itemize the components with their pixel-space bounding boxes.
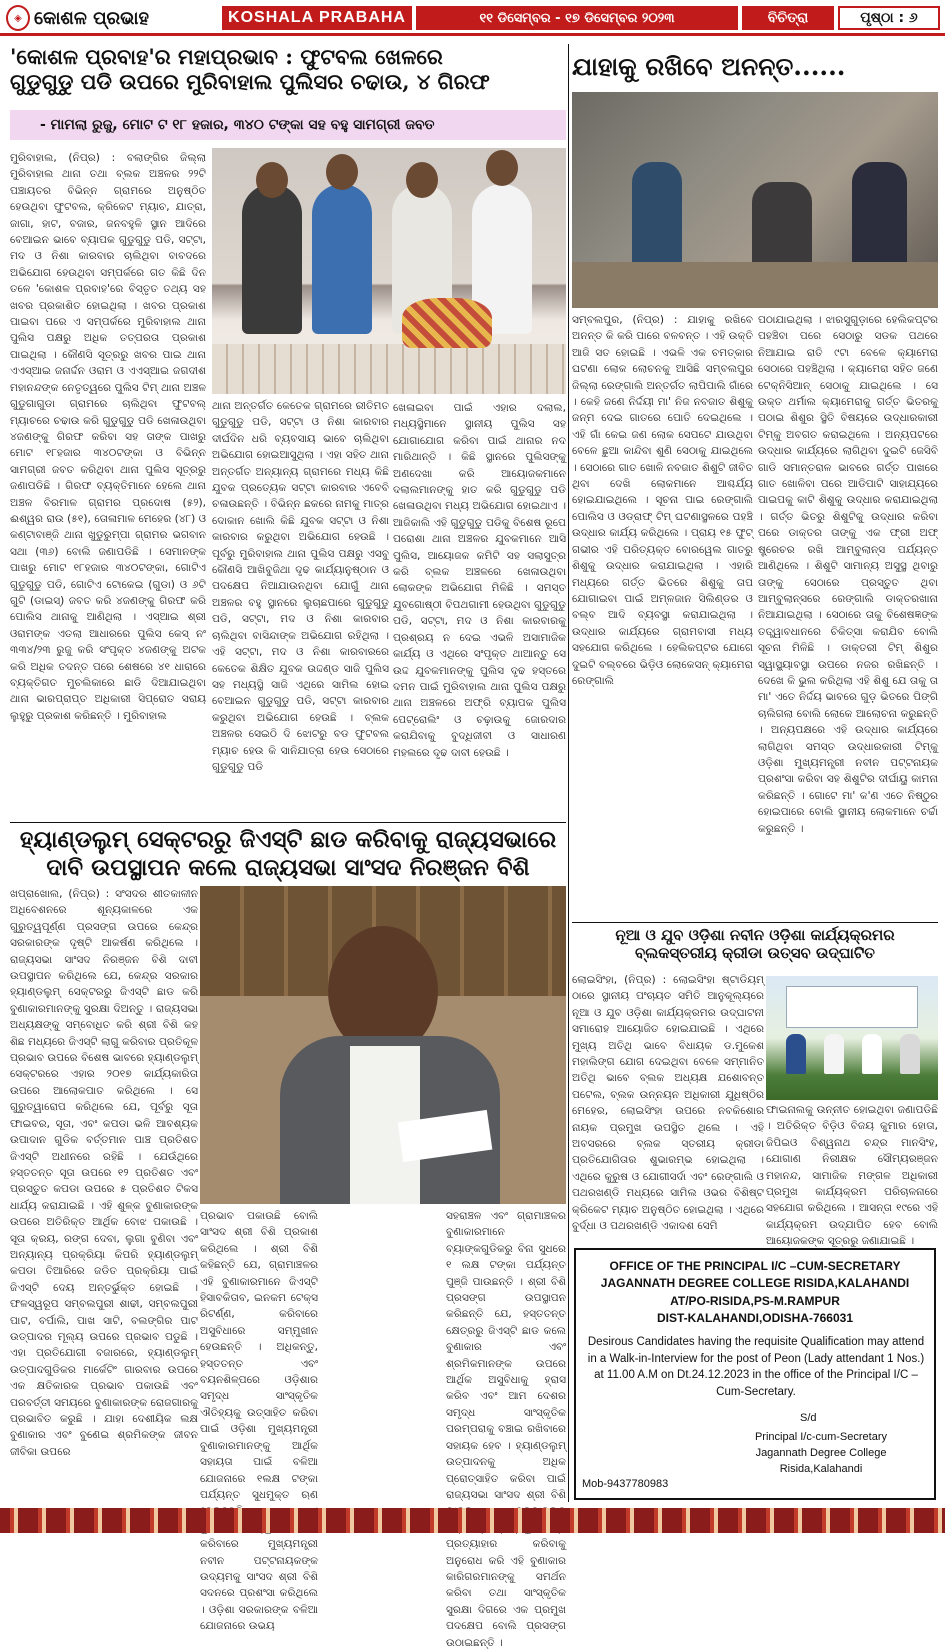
ad-sign-line3: Risida,Kalahandi	[779, 1462, 863, 1475]
person-head	[256, 162, 288, 198]
ad-title-line4: DIST-KALAHANDI,ODISHA-766031	[656, 1311, 854, 1326]
story4-column2: ଫାଇନାଲକୁ ଉନ୍ନୀତ ହୋଇଥିବା ଜଣାପଡିଛି । ଅତିରିକ୍ତ ବିଡ଼ିଓ ବିଜୟ କୁମାର ହୋତା, ଜିପିଇଓ ବିଶ୍ୱନାଥ ଚନ୍ଦ୍ର ମାନସିଂହ, ଯୋଗାଣ ନିରୀକ୍ଷକ ସୌମ୍ୟରଞ୍ଜନ ମହାନନ୍ଦ, ସାମାଜିକ ମଙ୍ଗଳ ଅଧିକାରୀ ପ୍ରମୁଖ କାର୍ଯ୍ୟକ୍ରମ ପରିଚାଳନାରେ ସହଯୋଗ କରିଥିଲେ । ଆସନ୍ତା ୧୯ରେ ଏହି କାର୍ଯ୍ୟକ୍ରମ ଉଦ୍‌ଯାପିତ ହେବ ବୋଲି ଆୟୋଜକଙ୍କ ସୂତ୍ରରୁ ଜଣାଯାଇଛି ।	[766, 1104, 938, 1248]
page-number: ପୃଷ୍ଠା : ୬	[838, 6, 940, 30]
job-advertisement	[574, 1248, 936, 1500]
story3-headline-line1: ହ୍ୟାଣ୍ଡଲୁମ୍ ସେକ୍ଟରରୁ ଜିଏସ୍‌ଟି ଛାଡ କରିବାକୁ ରାଜ୍ୟସଭାରେ	[19, 826, 557, 853]
ad-title-line2: JAGANNATH DEGREE COLLEGE RISIDA,KALAHANDI	[600, 1276, 910, 1291]
story1-headline	[10, 44, 566, 94]
story3-column3: ସହରାଞ୍ଚଳ ଏବଂ ଗ୍ରାମାଞ୍ଚଳର ବୁଣାକାରମାନେ ବ୍ୟାଙ୍କଗୁଡିକରୁ ବିନା ସୁଧରେ ୧ ଲକ୍ଷ ଟଙ୍କା ପର୍ଯ୍ୟନ୍ତ ପୁଞ୍ଜି ପାଉଛନ୍ତି । ଶ୍ରୀ ବିଶି ପ୍ରସଙ୍ଗ ଉପସ୍ଥାପନ କରିଛନ୍ତି ଯେ, ହସ୍ତତନ୍ତ କ୍ଷେତ୍ରରୁ ଜିଏସ୍‌ଟି ଛାଡ କଲେ ବୁଣାକାର ଏବଂ ଶ୍ରମିକମାନଙ୍କ ଉପରେ ଆର୍ଥିକ ଅସୁବିଧାକୁ ହ୍ରାସ କରିବ ଏବଂ ଆମ ଦେଶର ସମୃଦ୍ଧ ସାଂସ୍କୃତିକ ପରମ୍ପରାକୁ ବଞ୍ଚାଇ ରଖିବାରେ ସହାୟକ ହେବ । ହ୍ୟାଣ୍ଡଲୁମ୍ ଉତ୍ପାଦନକୁ ଅଧିକ ପ୍ରୋତ୍ସାହିତ କରିବା ପାଇଁ ରାଜ୍ୟସଭା ସାଂସଦ ଶ୍ରୀ ବିଶି ପ୍ରତ୍ୟାହାର କରିବାକୁ ଅନୁରୋଧ କରି ଏହି ବୁଣାକାର କାରିଗରମାନଙ୍କୁ ସମର୍ଥନ କରିବା ତଥା ସାଂସ୍କୃତିକ ସୁରକ୍ଷା ଦିଗରେ ଏକ ପ୍ରମୁଖ ପଦକ୍ଷେପ ବୋଲି ପ୍ରସଙ୍ଗ ଉଠାଇଛନ୍ତି ।	[446, 1210, 566, 1649]
guest-figure	[862, 1034, 882, 1074]
story3-column2: ପ୍ରଭାବ ପକାଉଛି ବୋଲି ସାଂସଦ ଶ୍ରୀ ବିଶି ପ୍ରକାଶ କରିଥିଲେ । ଶ୍ରୀ ବିଶି କହିଛନ୍ତି ଯେ, ଗ୍ରାମାଞ୍ଚଳର ଏହି ବୁଣାକାରମାନେ ଜିଏସ୍‌ଟି ହିସାବକିତାବ, ଇନକମ ଟେକ୍ସ ରିଟର୍ଣ୍ଣ, କରିବାରେ ଅସୁବିଧାରେ ସମ୍ମୁଖୀନ ହେଉଛନ୍ତି । ଅଧିକନ୍ତୁ, ହସ୍ତତନ୍ତ ଏବଂ ବୟନଶିଳ୍ପରେ ଓଡ଼ିଶାର ସମୃଦ୍ଧ ସାଂସ୍କୃତିକ ଐତିହ୍ୟକୁ ଉତ୍ସାହିତ କରିବା ପାଇଁ ଓଡ଼ିଶା ମୁଖ୍ୟମନ୍ତ୍ରୀ ବୁଣାକାରମାନଙ୍କୁ ଆର୍ଥିକ ସହାୟତା ପାଇଁ ବଳିଆ ଯୋଜନାରେ ୧ଲକ୍ଷ ଟଙ୍କା ପର୍ଯ୍ୟନ୍ତ ସୁଧମୁକ୍ତ ଋଣ କରିବାରେ ମୁଖ୍ୟମନ୍ତ୍ରୀ ନବୀନ ପଟ୍ଟନାୟକଙ୍କ ଉଦ୍ୟମକୁ ସାଂସଦ ଶ୍ରୀ ବିଶି ସଦନରେ ପ୍ରଶଂସା କରିଥିଲେ । ଓଡ଼ିଶା ସରକାରଙ୍କ ବଳିଆ ଯୋଜନାରେ ଉଭୟ	[200, 1210, 318, 1633]
story1-subhead: - ମାମଲା ରୁଜୁ, ମୋଟ ଟ ୧୮ ହଜାର, ୩୪୦ ଟଙ୍କା ସହ ବହୁ ସାମଗ୍ରୀ ଜବତ	[10, 110, 566, 140]
story3-headline	[10, 826, 566, 881]
story1-column1: ମୁରିବାହାଲ, (ନିପ୍ର) : ବଲାଙ୍ଗିର ଜିଲ୍ଲା ମୁରିବାହାଲ ଥାନା ତଥା ବ୍ଲକ ଅଞ୍ଚଳର ୨୨ଟି ପଞ୍ଚାୟତର ବିଭିନ୍ନ ଗ୍ରାମରେ ଅନୁଷ୍ଠିତ ହେଉଥିବା ଫୁଟବଲ, କ୍ରିକେଟ ମ୍ୟାଚ, ଯାତ୍ରା, ଜାଗା, ହାଟ, ବଜାର, ଜନବହୁଳି ସ୍ଥାନ ଆଦିରେ ବେଆଇନ ଭାବେ ବ୍ୟାପକ ଗୁଡୁଗୁଡୁ ପଡି, ସଟ୍ଟା, ମଦ ଓ ନିଶା କାରବାର ଚାଲିଥିବା ବାବଦରେ ଅଭିଯୋଗ ହେଉଥିବା ସମ୍ପର୍କରେ ଗତ କିଛି ଦିନ ତଳେ 'କୋଶଳ ପ୍ରବାହ'ରେ ବିସ୍ତୃତ ତଥ୍ୟ ସହ ଖବର ପ୍ରକାଶିତ ହୋଇଥିଲା । ଖବର ପ୍ରକାଶ ପାଇବା ପରେ ଏ ସମ୍ପର୍କରେ ମୁରିବାହାଲ ଥାନା ପୁଲିସ ପକ୍ଷରୁ ଅଧିକ ତତ୍ପରତା ପ୍ରକାଶ ପାଇଥିଲା । କୌଣସି ସୂତ୍ରରୁ ଖବର ପାଇ ଥାନା ଏଏସ୍ଆଇ ଜନାର୍ଦ୍ଦନ ଓରାମ ଓ ଏଏସ୍ଆଇ ଜଗଦୀଶ ମହାନନ୍ଦଙ୍କ ନେତୃତ୍ୱରେ ପୁଲିସ ଟିମ୍ ଥାନା ଅଞ୍ଚଳ ଗୁଡୁଗାଗୁଡା ଗ୍ରାମରେ ଚାଲିଥିବା ଫୁଟବଲ୍ ମ୍ୟାଚରେ ଚଢାଉ କରି ଗୁଡୁଗୁଡୁ ପଡି ଖେଳାଉଥିବା ୪ଜଣଙ୍କୁ ଗିରଫ କରିବା ସହ ତାଙ୍କ ପାଖରୁ ମୋଟ ୧୮ହଜାର ୩୪୦ଟଙ୍କା ଓ ବିଭିନ୍ନ ସାମଗ୍ରୀ ଜବତ କରିଥିବା ଥାନା ପୁଲିସ ସୂତ୍ରରୁ ଜଣାପଡିଛି । ଗିରଫ ବ୍ୟକ୍ତିମାନେ ହେଲେ ଥାନା ଅଞ୍ଚଳ ବିରମାଳ ଗ୍ରାମର ପ୍ରଦୋଷ (୫୨), ଈଶ୍ୱର ରାଉ (୫୧), ତୋଳାମାଳ ମେହେର (୪୮) ଓ କଣ୍ଟାବାଞ୍ଜି ଥାନା ଖୁଡୁରୁମ୍ପା ଗ୍ରାମର ଭଗବାନ ସଥା (୩୬) ବୋଲି ଜଣାପଡିଛି । ସେମାନଙ୍କ ପାଖରୁ ମୋଟ ୧୮ହଜାର ୩୪୦ଟଙ୍କା, ଗୋଟିଏ ଗୁଡୁଗୁଡୁ ପଡି, ଗୋଟିଏ ଟୋକେଇ (ଗୁଡା) ଓ ୬ଟି ଗୁଟି (ଡାଇସ୍) ଜବତ କରି ୪ଜଣଙ୍କୁ ଗିରଫ କରି ପୋଲିସ ଥାନାକୁ ଆଣିଥିଲା । ଏସ୍ଆଇ ଶ୍ରୀ ଓରାମଙ୍କ ଏତଲା ଆଧାରରେ ପୁଲିସ କେସ୍ ନଂ ୩୩୪/୨୩ ରୁଜୁ କରି ସଂପୃକ୍ତ ୪ଜଣଙ୍କୁ ଅଟକ କରି ଅଧିକ ତଦନ୍ତ ପରେ ଶେଷରେ ୪୧ ଧାରାରେ ବ୍ୟକ୍ତିଗତ ମୁଚଲିକାରେ ଛାଡି ଦିଆଯାଇଥିବା ଥାନା ଭାରପ୍ରାପ୍ତ ଅଧିକାରୀ ସିପ୍ରୋତ ସରାୟ ଲୁହୁରୁ ପ୍ରକାଶ କରିଛନ୍ତି । ମୁରିବାହାଲ	[10, 152, 206, 722]
story4-photo	[766, 976, 938, 1100]
emblem-icon: ◈	[6, 5, 30, 31]
ad-mobile: Mob-9437780983	[582, 1478, 669, 1490]
story3-column1: ଖପ୍ରାଖୋଲ, (ନିପ୍ର) : ସଂସଦର ଶୀତକାଳୀନ ଅଧିବେଶନରେ ଶୂନ୍ୟକାଳରେ ଏକ ଗୁରୁତ୍ୱପୂର୍ଣ୍ଣ ପ୍ରସଙ୍ଗ ଉପରେ କେନ୍ଦ୍ର ସରକାରଙ୍କ ଦୃଷ୍ଟି ଆକର୍ଷଣ କରିଥିଲେ । ରାଜ୍ୟସଭା ସାଂସଦ ନିରଞ୍ଜନ ବିଶି ଦାବୀ ଉପସ୍ଥାପନ କରିଥିଲେ ଯେ, କେନ୍ଦ୍ର ସରକାର ହ୍ୟାଣ୍ଡଲୁମ୍ ସେକ୍ଟରରୁ ଜିଏସ୍‌ଟି ଛାଡ କରି ବୁଣାକାରମାନଙ୍କୁ ସୁରକ୍ଷା ଦିଅନ୍ତୁ । ରାଜ୍ୟସଭା ଅଧ୍ୟକ୍ଷଙ୍କୁ ସମ୍ବୋଧିତ କରି ଶ୍ରୀ ବିଶି କହ ଶିଛ ମଧ୍ୟରେ ଜିଏସ୍‌ଟି ଲାଗୁ କରିବାର ପ୍ରତିକୂଳ ପ୍ରଭାବ ଉପରେ ବିଶେଷ ଭାବରେ ହ୍ୟାଣ୍ଡଲୁମ୍ ସେକ୍ଟରରେ ଏହାର ୨୦୧୭ କାର୍ଯ୍ୟକାରିତା ଉପରେ ଆଲୋକପାତ କରିଥିଲେ । ସେ ଗୁରୁତ୍ୱାରୋପ କରିଥିଲେ ଯେ, ପୂର୍ବରୁ ସୂତା ଫାଇବର, ସୂତା, ଏବଂ କପଡା ଭଳି ଆବଶ୍ୟକ ଉପାଦାନ ଗୁଡିକ ବର୍ତ୍ତମାନ ପାଞ୍ଚ ପ୍ରତିଶତ ଜିଏସ୍‌ଟି ଅଧୀନରେ ରହିଛି । ଯେଉଁଥିରେ ହସ୍ତତନ୍ତ ସୂତା ଉପରେ ୧୨ ପ୍ରତିଶତ ଏବଂ ପ୍ରସ୍ତୁତ କପଡା ଉପରେ ୫ ପ୍ରତିଶତ ଟିକସ ଧାର୍ଯ୍ୟ କରାଯାଇଛି । ଏହି ଶୁଳ୍କ ବୁଣାକାରଙ୍କ ଉପରେ ଅତିରିକ୍ତ ଆର୍ଥିକ ବୋଝ ପକାଉଛି । ସୂତା କ୍ରୟ, ରଙ୍ଗ ଦେବା, ଲୁଗା ବୁଣିବା ଏବଂ ଅନ୍ୟାନ୍ୟ ପ୍ରକ୍ରିୟା କିପରି ହ୍ୟାଣ୍ଡଲୁମ୍ କପଡା ତିଆରିରେ ଜଡିତ ପ୍ରକ୍ରିୟା ପାଇଁ ଜିଏସ୍‌ଟି ଦେୟ ଅନ୍ତର୍ଭୁକ୍ତ ହୋଇଛି । ଫଳସ୍ୱରୂପ ସମ୍ବଲପୁରୀ ଶାଢୀ, ସମ୍ବଲପୁରୀ ପାଟ, ବର୍ପାଲି, ପାଖ ସାଟି, ବଲଙ୍ଗିର ପାଟ ଉତ୍ପାଦର ମୂଲ୍ୟ ଉପରେ ପ୍ରଭାବ ପଡୁଛି । ଏହା ପ୍ରତିଯୋଗୀ ବଜାରରେ, ହ୍ୟାଣ୍ଡଲୁମ୍ ଉତ୍ପାଦଗୁଡିକର ମାର୍କେଟିଂ ଗାରବାର ଉପରେ ଏକ କ୍ଷତିକାରକ ପ୍ରଭାବ ପକାଉଛି ଏବଂ ପରବର୍ତ୍ତୀ ସମୟରେ ବୁଣାକାରଙ୍କ ରୋଜଗାରକୁ ପ୍ରଭାବିତ କରୁଛି । ଯାହା ଦେଶୀୟିକ ଲକ୍ଷ ବୁଣାକାର ଏବଂ ବୁଣେଇ ଶ୍ରମିକଙ୍କ ଜୀବନ ଜୀବିକା ଉପରେ	[10, 888, 198, 1458]
person-head	[406, 162, 438, 198]
section-name: ବିଚିତ୍ରା	[742, 6, 834, 30]
guest-figure	[824, 1034, 844, 1074]
seized-basket	[402, 298, 492, 348]
issue-date: ୧୧ ଡିସେମ୍ବର - ୧୭ ଡିସେମ୍ବର ୨୦୨୩	[416, 6, 738, 30]
ad-sign-line2: Jagannath Degree College	[755, 1446, 887, 1459]
person-head	[486, 150, 518, 186]
person-figure	[312, 184, 372, 334]
story3-photo	[200, 886, 566, 1204]
story2-photo	[572, 92, 938, 308]
story4-headline-line1: ନୂଆ ଓ ଯୁବ ଓଡ଼ିଶା ନବୀନ ଓଡ଼ିଶା କାର୍ଯ୍ୟକ୍ରମର	[615, 926, 895, 944]
person-head	[326, 154, 358, 190]
story1-photo	[212, 148, 566, 394]
ad-title-line3: AT/PO-RISIDA,PS-M.RAMPUR	[670, 1293, 840, 1308]
section-divider	[572, 922, 938, 923]
column-divider	[568, 44, 569, 1502]
masthead	[0, 0, 945, 36]
logo-text: କୋଶଳ ପ୍ରଭାହ	[34, 7, 149, 29]
section-divider	[10, 822, 566, 823]
english-title: KOSHALA PRABAHA	[222, 6, 412, 30]
banner	[786, 986, 918, 1028]
person-figure	[242, 184, 302, 334]
ad-sd: S/d	[800, 1412, 817, 1424]
story4-headline	[572, 926, 938, 962]
ad-sign-line1: Principal I/c-cum-Secretary	[754, 1431, 888, 1443]
story4-headline-line2: ବ୍ଲକସ୍ତରୀୟ କ୍ରୀଡା ଉତ୍ସବ ଉଦ୍‌ଘାଟିତ	[635, 944, 875, 962]
story1-column3: ଖେଳାଇବା ପାଇଁ ଏହାର ଦଲାଲ, ମଧ୍ୟସ୍ଥିମାନେ ସ୍ଥାନୀୟ ପୁଲିସ ସହ ଯୋଗାଯୋଗ କରିବା ପାଇଁ ଥାନାର ନଦ ମାରିଥାନ୍ତି । କିଛି ସ୍ଥାନରେ ପୁଲିସଙ୍କୁ ଅଣଦେଖା କରି ଆୟୋଜକମାନେ ଦଲାଲମାନଙ୍କୁ ହାତ କରି ଗୁଡୁଗୁଡୁ ପଡି ଖେଳାଉଥିବା ମଧ୍ୟ ଅଭିଯୋଗ ହୋଇଥାଏ । ଆଜିକାଲି ଏହି ଗୁଡୁଗୁଡୁ ପଡିକୁ ବିଶେଷ ରୂପେ ପରୋଶା ଥାନା ଅଞ୍ଚଳର ଯୁବକମାନେ ଆସି ପୁଲିସ, ଆୟୋଜକ କମିଟି ସହ ସଲାସୁତ୍ର କରି ବ୍ଲକ ଅଞ୍ଚଳରେ ଖେଳାଉଥିବା ଲୋକଙ୍କ ଅଭିଯୋଗ ମିଳିଛି । ସମସ୍ତ ଯୁବଗୋଷ୍ଠୀ ବିପଥଗାମୀ ହେଉଥିବା ଗୁଡୁଗୁଡୁ ପଡି, ସଟ୍ଟା, ମଦ ଓ ନିଶା କାରବାରକୁ ପ୍ରଶ୍ରୟ ନ ଦେଇ ଏଭଳି ଅସାମାଜିକ କାର୍ଯ୍ୟ ଓ ଏଥିରେ ସଂପୃକ୍ତ ଥାଆନ୍ତୁ ସେ ଉଦ୍ଦ ଯୁବକମାନଙ୍କୁ ପୁଲିସ ଦୃଢ ହସ୍ତରେ ଦମନ ପାଇଁ ମୁରିବାହାଲ ଥାନା ପୁଲିସ ପକ୍ଷରୁ ଥାନା ଅଞ୍ଚଳରେ ଅଫ୍ରି ବ୍ୟାପକ ପୁଲିସ ପେଟ୍ରୋଲିଂ ଓ ଚଢ଼ାଉକୁ ଜୋରଦାର କରାଯିବାକୁ ବୁଦ୍ଧିଜୀବୀ ଓ ସାଧାରଣ ମହଲରେ ଦୃଢ ଦାବୀ ହେଉଛି ।	[393, 402, 566, 759]
ad-title	[576, 1258, 934, 1328]
story1-column2: ଥାନା ଅନ୍ତର୍ଗତ କେତେକ ଗ୍ରାମରେ ରୀତିମତ ଗୁଡୁଗୁଡୁ ପଡି, ସଟ୍ଟା ଓ ନିଶା କାରବାର ଦୀର୍ଘଦିନ ଧରି ବ୍ୟବସାୟ ଭାବେ ଚାଲିଥିବା ଅଭିଯୋଗ ହୋଇଆସୁଥିଲା । ଏହା ସହିତ ଥାନା ଅନ୍ତର୍ଗତ ଅନ୍ୟାନ୍ୟ ଗ୍ରାମରେ ମଧ୍ୟ କିଛି ଯୁବକ ପ୍ରତ୍ୟେକ ସଟ୍ଟା କାରବାର ଏବେବି ଚଳାଉଛନ୍ତି । ବିଭିନ୍ନ ଛକରେ ନାମକୁ ମାତ୍ର ଦୋକାନ ଖୋଲି କିଛି ଯୁବକ ସଟ୍ଟା ଓ ନିଶା କାରବାର କରୁଥିବା ଅଭିଯୋଗ ହେଉଛି । ପୂର୍ବରୁ ମୁରିବାହାଲ ଥାନା ପୁଲିସ ପକ୍ଷରୁ ଏସବୁ କୌଣସି ଆଖିବୁଜିଥା ଦୃଢ କାର୍ଯ୍ୟାନୁଷ୍ଠାନ ଓ ପଦକ୍ଷେପ ନିଆଯାଉନଥିବା ଯୋଗୁଁ ଥାନା ଅଞ୍ଚଳର ବହୁ ସ୍ଥାନରେ ଲୁଚାଛପାରେ ଗୁଡୁଗୁଡୁ ପଡି, ସଟ୍ଟା, ମଦ ଓ ନିଶା କାରବାର ଚାଲିଥିବା ବାସିନ୍ଦାଙ୍କ ଅଭିଯୋଗ ରହିଥିଲା । ଏହି ସଟ୍ଟା, ମଦ ଓ ନିଶା କାରବାରରେ କେତେକ ଶିକ୍ଷିତ ଯୁବକ ଉଦ୍ଦଣ୍ଡ ସାଜି ପୁଲିସ ସହ ମଧ୍ୟସ୍ଥି ସାଜି ଏଥିରେ ସାମିଲ ହୋଇ ବେଆଇନ ଗୁଡୁଗୁଡୁ ପଡି, ସଟ୍ଟା କାରବାର କରୁଥିବା ଅଭିଯୋଗ ହେଉଛି । ବ୍ଲକ ଅଞ୍ଚଳର ସେଇଠି ଦି ଝୋଟରୁ ବଡ ଫୁଟବଲ ମ୍ୟାଚ ହେଉ କି ସାନିଯାତ୍ରା ହେଉ ସେଠାରେ ଗୁଡୁଗୁଡୁ ପଡି	[212, 400, 389, 773]
guest-figure	[786, 1034, 806, 1074]
guest-figure	[900, 1034, 920, 1074]
story2-headline: ଯାହାକୁ ରଖିବେ ଅନନ୍ତ......	[572, 52, 846, 81]
ad-signature	[726, 1430, 916, 1478]
story2-column1: ସମ୍ବଲପୁର, (ନିପ୍ର) : ଯାହାକୁ ରଖିବେ ଅନନ୍ତ କି କରି ପାରେ ବଳବନ୍ତ । ଏହି ଉକ୍ତି ଆଜି ସତ ହୋଇଛି । ଏଭଳି ଏକ ଚମତ୍କାର ଘଟଣା ଲୋକ ଲୋଚନକୁ ଆସିଛି ସମ୍ବଲପୁର ଜିଲ୍ଲା ରେଙ୍ଗାଲି ଅନ୍ତର୍ଗତ ଲାପିପାଲି ଗାଁରେ । କେହି ଜଣେ ନିର୍ଦ୍ଦୟୀ ମା' ନିଜ ନବଜାତ ଶିଶୁକୁ ଜନ୍ମ ଦେଇ ଗାତରେ ପୋତି ଦେଇଥିଲେ । ଏହି ଗାଁ କେଇ ଜଣ ଲୋକ ସେପଟେ ଯାଉଥିବା ବେଳେ ଛୁଆ କାନ୍ଦିବା ଶୁଣି ସେଠାକୁ ଯାଇଥିଲେ । ସେଠାରେ ଗାତ ଖୋଳି ନବଜାତ ଶିଶୁଟି ଜୀବିତ ଥିବା ଦେଖି ଲୋକମାନେ ଆଶ୍ଚର୍ଯ୍ୟ ହୋଇଯାଇଥିଲେ । ସୂଚନା ପାଇ ରେଙ୍ଗାଲି ପୋଲିସ ଓ ଓଡ୍ରାଫ୍ ଟିମ୍ ଘଟଣାସ୍ଥଳରେ ପହଞ୍ଚି ଉଦ୍ଧାର କାର୍ଯ୍ୟ କରିଥିଲେ । ପ୍ରାୟ ୧୫ ଫୁଟ୍ ଗଭୀର ଏହି ପରିତ୍ୟକ୍ତ ବୋରୱେଲ ଗାତରୁ ଶିଶୁକୁ ଉଦ୍ଧାର କରାଯାଇଥିଲା । ଏହାରି ମଧ୍ୟରେ ଗର୍ତ୍ତ ଭିତରେ ଶିଶୁକୁ ତାପ ଯୋଗାଇବା ପାଇଁ ଅମ୍ଳଜାନ ସିଲିଣ୍ଡର ଓ ବଲ୍ବ ଆଦି ବ୍ୟବସ୍ଥା କରାଯାଇଥିଲା । ଉଦ୍ଧାର କାର୍ଯ୍ୟରେ ଗ୍ରାମବାସୀ ମଧ୍ୟ ସହଯୋଗ କରିଥିଲେ । ହେଲିକପ୍ଟର ଯୋଗେ ଦୁଇଟି ବଲ୍ବରେ ଭିଡ଼ିଓ ଲୋକେସନ୍ କ୍ୟାମେରା ରେଙ୍ଗାଲି	[572, 314, 753, 687]
logo	[6, 4, 214, 32]
ground	[572, 262, 938, 308]
story1-headline-line1: 'କୋଶଳ ପ୍ରବାହ'ର ମହାପ୍ରଭାବ : ଫୁଟବଲ ଖେଳରେ	[10, 44, 443, 69]
story1-headline-line2: ଗୁଡୁଗୁଡୁ ପଡି ଉପରେ ମୁରିବାହାଲ ପୁଲିସର ଚଢାଉ, ୪ ଗିରଫ	[10, 69, 490, 95]
table-cloth	[212, 344, 566, 394]
story3-headline-line2: ଦାବି ଉପସ୍ଥାପନ କଲେ ରାଜ୍ୟସଭା ସାଂସଦ ନିରଞ୍ଜନ ବିଶି	[46, 853, 530, 881]
ad-body: Desirous Candidates having the requisite Qualification may attend in a Walk-in-Interview for the post of Peon (Lady attendant 1 Nos.) at 11.00 A.M on Dt.24.12.2023 in the office of the Principal I/C –Cum-Secretary.	[587, 1336, 925, 1399]
decorative-footer	[0, 1508, 945, 1533]
story2-column2: ପଠାଯାଇଥିଲା । ଝାରସୁଗୁଡ଼ାରେ ହେଲିକପ୍ଟର ପହଞ୍ଚିବା ପରେ ସେଠାରୁ ସଡକ ପଥରେ ନିଆଯାଇ ରାତି ୯ଟା ବେଳେ କ୍ୟାମେରା ସେଠାରେ ପହଞ୍ଚିଥିଲା । କ୍ୟାମେରା ସହିତ ଜଣେ ଟେକ୍ନିସିଆନ୍ ସେଠାକୁ ଯାଇଥିଲେ । ସେ ଉକ୍ତ ଥର୍ମାଲ କ୍ୟାମେରାକୁ ଗର୍ତ୍ତ ଭିତରକୁ ପଠାଇ ଶିଶୁର ସ୍ଥିତି ବିଷୟରେ ଉଦ୍ଧାରକାରୀ ଟିମ୍‌କୁ ଅବଗତ କରାଇଥିଲେ । ଅନ୍ୟପଟରେ ଉଦ୍ଧାର କାର୍ଯ୍ୟରେ ଲାଗିଥିବା ଦୁଇଟି ଜେସିବି ଗାଡି ସମାନ୍ତରାଳ ଭାବରେ ଗର୍ତ୍ତ ପାଖରେ ଗାତ ଖୋଳିବା ପରେ ଆଡିପାଟି ସାହାଯ୍ୟରେ ପାଇପକୁ କାଟି ଶିଶୁକୁ ଉଦ୍ଧାର କରାଯାଇଥିଲା । ଗର୍ତ୍ତ ଭିତରୁ ଶିଶୁଟିକୁ ଉଦ୍ଧାର କରିବା ପରେ ଡାକ୍ତର ତାଙ୍କୁ ଏକ ଫ୍ରୀ ଅଫ୍ ଷ୍ଟ୍ରେଚର ରଖି ଆମ୍ବୁଲାନ୍ସ ପର୍ଯ୍ୟନ୍ତ ଆଣିଥିଲେ । ଶିଶୁଟି ସାମାନ୍ୟ ଅସୁସ୍ଥ ଥିବାରୁ ତାଙ୍କୁ ସେଠାରେ ପ୍ରସ୍ତୁତ ଥିବା ଆମ୍ବୁଲାନ୍ସରେ ରେଙ୍ଗାଲି ଡାକ୍ତରଖାନା ନିଆଯାଇଥିଲା । ସେଠାରେ ତାକୁ ବିଶେଷଜ୍ଞଙ୍କ ତତ୍ତ୍ୱାବଧାନରେ ଚିକିତ୍ସା କରାଯିବ ବୋଲି ସୂଚନା ମିଳିଛି । ଡାକ୍ତରୀ ଟିମ୍ ଶିଶୁର ସ୍ୱାସ୍ଥ୍ୟାବସ୍ଥା ଉପରେ ନଜର ରଖିଛନ୍ତି । ଦେଖେ କି ଭୁଲ କରିଥିଲା ଏହି ଶିଶୁ ଯେ ତାକୁ ତା ମା' ଏତେ ନିର୍ଦ୍ଦୟ ଭାବରେ ଗୁଡ଼ ଭିତରେ ପିଙ୍ଗି ଚାଲିଗଲା ବୋଲି ଲୋକେ ଆଲୋଚନା କରୁଛନ୍ତି । ଅନ୍ୟପକ୍ଷରେ ଏହି ଉଦ୍ଧାର କାର୍ଯ୍ୟରେ ଲାଗିଥିବା ସମସ୍ତ ଉଦ୍ଧାରକାରୀ ଟିମ୍‌କୁ ଓଡ଼ିଶା ମୁଖ୍ୟମନ୍ତ୍ରୀ ନବୀନ ପଟ୍ଟନାୟକ ପ୍ରଶଂସା କରିବା ସହ ଶିଶୁଟିର ଦୀର୍ଘାୟୁ କାମନା କରିଛନ୍ତି । ଗୋଟେ ମା' କ'ଣ ଏତେ ନିଷ୍ଠୁର ହୋଇପାରେ ବୋଲି ସ୍ଥାନୀୟ ଲୋକମାନେ ଚର୍ଚ୍ଚା କରୁଛନ୍ତି ।	[758, 314, 938, 835]
ad-title-line1: OFFICE OF THE PRINCIPAL I/C –CUM-SECRETARY	[609, 1259, 901, 1273]
story4-column1: ଲୋଇସିଂହା, (ନିପ୍ର) : ଲୋଇସିଂହା ଷ୍ଟାଡିୟମ୍ ଠାରେ ସ୍ଥାନୀୟ ପଂଚାୟତ ସମିତି ଆନୁକୂଲ୍ୟରେ ନୂଆ ଓ ଯୁବ ଓଡ଼ିଶା କାର୍ଯ୍ୟକ୍ରମର ଉଦ୍‌ଘାଟନୀ ସମାରୋହ ଆୟୋଜିତ ହୋଇଯାଇଛି । ଏଥିରେ ମୁଖ୍ୟ ଅତିଥି ଭାବେ ବିଧାୟକ ଡ.ମୁକେଶ ମହାଲିଙ୍ଗ ଯୋଗ ଦେଇଥିବା ବେଳେ ସମ୍ମାନିତ ଅତିଥି ଭାବେ ବ୍ଲକ ଅଧ୍ୟକ୍ଷ ଯଶୋବନ୍ତ ପଟେଲ, ବ୍ଲକ ଉନ୍ନୟନ ଅଧିକାରୀ ଯୁଧିଷ୍ଠିର ମେହେର, ଲୋଇସିଂହା ଉପରେ ନବକିଶୋର ନାୟକ ପ୍ରମୁଖ ଉପସ୍ଥିତ ଥିଲେ । ଏହି ଅବସରରେ ବ୍ଲକ ସ୍ତରୀୟ କ୍ରୀଡା ପ୍ରତିଯୋଗିତାର ଶୁଭାରମ୍ଭ ହୋଇଥିଲା । ଏଥିରେ କୁରୁଷ ଓ ଯୋଗୀସର୍ଦା ଏବଂ ରେଙ୍ଗାଲି ଓ ପଥରଖଣ୍ଡି ମଧ୍ୟରେ ସାମିଲ ଓଭର ବିଶିଷ୍ଟ କ୍ରିକେଟ ମ୍ୟାଚ ଅନୁଷ୍ଠିତ ହୋଇଥିଲା । ଏଥିରେ ବୁର୍ଦ୍ଧା ଓ ପଥରଖଣ୍ଡି ଏକାଦଶ ସେମି	[572, 974, 764, 1233]
